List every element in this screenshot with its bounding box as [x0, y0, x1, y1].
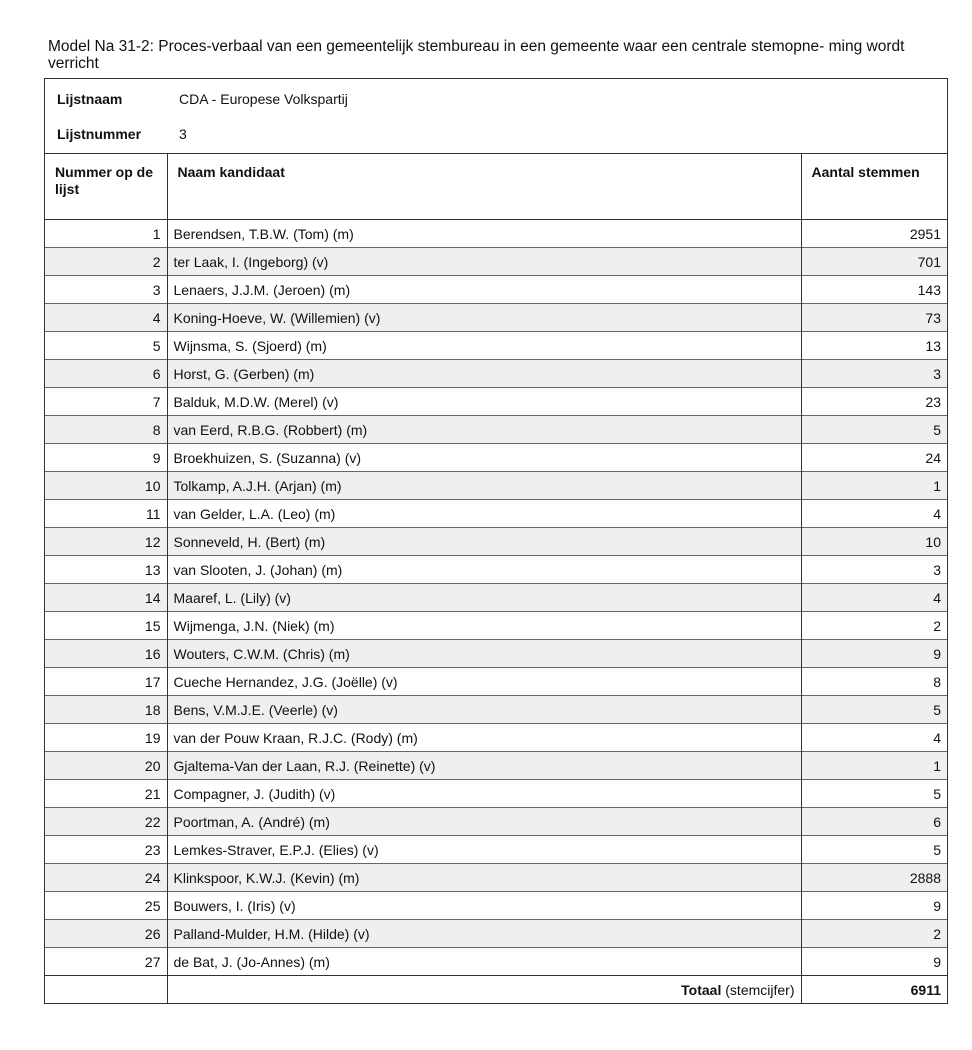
candidate-number: 24 [45, 864, 167, 892]
total-value: 6911 [801, 976, 947, 1004]
candidate-votes: 8 [801, 668, 947, 696]
candidate-name: Wijnsma, S. (Sjoerd) (m) [167, 332, 801, 360]
candidate-number: 13 [45, 556, 167, 584]
table-row [45, 360, 947, 388]
table-row [45, 612, 947, 640]
candidate-votes: 5 [801, 696, 947, 724]
candidate-name: van Slooten, J. (Johan) (m) [167, 556, 801, 584]
candidate-number: 15 [45, 612, 167, 640]
candidate-name: Poortman, A. (André) (m) [167, 808, 801, 836]
table-row [45, 724, 947, 752]
candidate-votes: 4 [801, 500, 947, 528]
candidate-votes: 9 [801, 892, 947, 920]
candidate-name: Gjaltema-Van der Laan, R.J. (Reinette) (v) [167, 752, 801, 780]
header-number: Nummer op de lijst [45, 154, 167, 220]
list-info [45, 79, 947, 154]
candidate-votes: 9 [801, 948, 947, 976]
candidate-name: Wouters, C.W.M. (Chris) (m) [167, 640, 801, 668]
table-row [45, 948, 947, 976]
candidate-number: 4 [45, 304, 167, 332]
table-row [45, 220, 947, 248]
candidate-name: Bens, V.M.J.E. (Veerle) (v) [167, 696, 801, 724]
table-row [45, 388, 947, 416]
candidate-votes: 2888 [801, 864, 947, 892]
table-row [45, 248, 947, 276]
candidate-name: Koning-Hoeve, W. (Willemien) (v) [167, 304, 801, 332]
table-row [45, 332, 947, 360]
table-row [45, 696, 947, 724]
header-candidate: Naam kandidaat [167, 154, 801, 220]
table-row [45, 892, 947, 920]
candidate-votes: 24 [801, 444, 947, 472]
total-label-bold: Totaal [681, 981, 722, 998]
candidate-votes: 5 [801, 416, 947, 444]
candidate-votes: 5 [801, 780, 947, 808]
candidate-name: Horst, G. (Gerben) (m) [167, 360, 801, 388]
candidate-votes: 73 [801, 304, 947, 332]
header-votes: Aantal stemmen [801, 154, 947, 220]
candidate-name: Compagner, J. (Judith) (v) [167, 780, 801, 808]
table-row [45, 640, 947, 668]
table-row [45, 584, 947, 612]
candidate-name: Sonneveld, H. (Bert) (m) [167, 528, 801, 556]
candidate-votes: 3 [801, 556, 947, 584]
results-form [44, 78, 948, 1004]
candidate-name: Cueche Hernandez, J.G. (Joëlle) (v) [167, 668, 801, 696]
candidate-votes: 3 [801, 360, 947, 388]
table-header-row [45, 154, 947, 220]
candidate-votes: 143 [801, 276, 947, 304]
candidate-number: 2 [45, 248, 167, 276]
total-label-rest: (stemcijfer) [725, 981, 795, 998]
candidate-name: Lemkes-Straver, E.P.J. (Elies) (v) [167, 836, 801, 864]
table-row [45, 416, 947, 444]
candidate-number: 6 [45, 360, 167, 388]
candidate-number: 16 [45, 640, 167, 668]
candidate-name: de Bat, J. (Jo-Annes) (m) [167, 948, 801, 976]
candidate-votes: 2951 [801, 220, 947, 248]
candidate-name: Berendsen, T.B.W. (Tom) (m) [167, 220, 801, 248]
candidate-votes: 1 [801, 752, 947, 780]
list-number-value: 3 [179, 126, 187, 142]
candidate-name: ter Laak, I. (Ingeborg) (v) [167, 248, 801, 276]
candidate-votes: 9 [801, 640, 947, 668]
candidate-votes: 2 [801, 920, 947, 948]
candidate-number: 8 [45, 416, 167, 444]
candidate-name: Broekhuizen, S. (Suzanna) (v) [167, 444, 801, 472]
table-row [45, 780, 947, 808]
total-empty-cell [45, 976, 167, 1004]
document-title: Model Na 31-2: Proces-verbaal van een gemeentelijk stembureau in een gemeente waar een centrale stemopne- ming wordt verricht [48, 38, 905, 72]
candidate-votes: 1 [801, 472, 947, 500]
total-label [167, 976, 801, 1004]
candidate-number: 22 [45, 808, 167, 836]
candidate-number: 5 [45, 332, 167, 360]
candidate-name: van Eerd, R.B.G. (Robbert) (m) [167, 416, 801, 444]
table-row [45, 276, 947, 304]
candidate-votes: 6 [801, 808, 947, 836]
candidate-number: 21 [45, 780, 167, 808]
table-row [45, 472, 947, 500]
candidate-votes: 23 [801, 388, 947, 416]
candidate-number: 7 [45, 388, 167, 416]
candidate-votes: 10 [801, 528, 947, 556]
candidate-number: 26 [45, 920, 167, 948]
candidate-name: Lenaers, J.J.M. (Jeroen) (m) [167, 276, 801, 304]
list-name-label: Lijstnaam [57, 91, 123, 107]
candidate-number: 17 [45, 668, 167, 696]
candidate-number: 9 [45, 444, 167, 472]
table-row [45, 808, 947, 836]
candidate-votes: 13 [801, 332, 947, 360]
list-number-label: Lijstnummer [57, 126, 142, 142]
candidate-number: 1 [152, 225, 161, 242]
candidate-name: Maaref, L. (Lily) (v) [167, 584, 801, 612]
candidate-number: 11 [45, 500, 167, 528]
candidate-name: Tolkamp, A.J.H. (Arjan) (m) [167, 472, 801, 500]
candidate-votes: 4 [801, 724, 947, 752]
table-row [45, 500, 947, 528]
candidate-number: 19 [45, 724, 167, 752]
total-row [45, 976, 947, 1004]
candidate-votes: 701 [801, 248, 947, 276]
table-row [45, 920, 947, 948]
candidate-name: Bouwers, I. (Iris) (v) [167, 892, 801, 920]
candidate-name: van der Pouw Kraan, R.J.C. (Rody) (m) [167, 724, 801, 752]
table-row [45, 752, 947, 780]
candidate-number: 3 [45, 276, 167, 304]
table-row [45, 668, 947, 696]
candidate-name: van Gelder, L.A. (Leo) (m) [167, 500, 801, 528]
candidates-table [45, 154, 947, 1003]
candidate-number: 27 [45, 948, 167, 976]
candidate-votes: 2 [801, 612, 947, 640]
candidate-number: 25 [45, 892, 167, 920]
candidate-name: Wijmenga, J.N. (Niek) (m) [167, 612, 801, 640]
candidate-number: 18 [45, 696, 167, 724]
candidate-votes: 4 [801, 584, 947, 612]
list-name-row [57, 91, 348, 107]
table-row [45, 528, 947, 556]
candidate-name: Balduk, M.D.W. (Merel) (v) [167, 388, 801, 416]
table-row [45, 836, 947, 864]
candidate-name: Palland-Mulder, H.M. (Hilde) (v) [167, 920, 801, 948]
candidate-number: 12 [45, 528, 167, 556]
candidate-votes: 5 [801, 836, 947, 864]
table-row [45, 864, 947, 892]
table-row [45, 444, 947, 472]
candidate-name: Klinkspoor, K.W.J. (Kevin) (m) [167, 864, 801, 892]
table-row [45, 556, 947, 584]
candidate-number: 20 [45, 752, 167, 780]
list-name-value: CDA - Europese Volkspartij [179, 91, 348, 107]
list-number-row [57, 126, 187, 142]
candidate-number: 23 [45, 836, 167, 864]
table-row [45, 304, 947, 332]
candidate-number: 14 [45, 584, 167, 612]
candidate-number: 10 [45, 472, 167, 500]
